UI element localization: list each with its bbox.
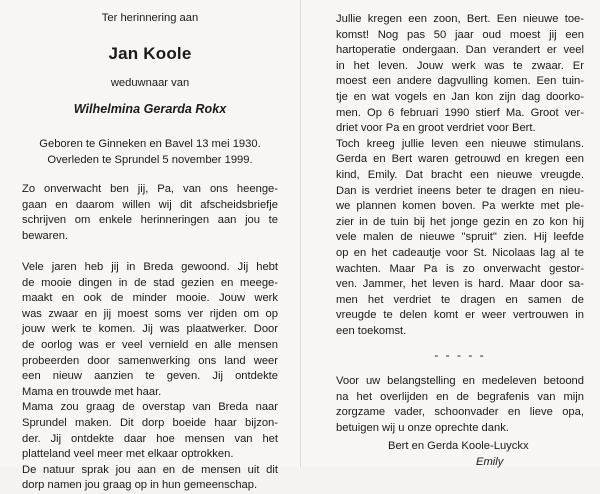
text-line: Toch kreeg jullie leven een nieuwe stimulans.	[336, 137, 584, 150]
widower-of-text: weduwnaar van	[110, 77, 190, 89]
text-line: men. Op 6 februari 1990 stierf Ma. Groot ver-	[336, 106, 584, 119]
text-line: een nieuw aanzien te geven. Jij ontdekte	[22, 370, 278, 383]
text-line: Mama zou graag de overstap van Breda naar	[22, 401, 278, 414]
death-line: Overleden te Sprundel 5 november 1999.	[47, 154, 253, 166]
intro-text: Ter herinnering aan	[101, 12, 199, 24]
text-line: Voor uw belangstelling en medeleven betoond	[336, 375, 584, 387]
text-line: na het overlijden en de begrafenis van mijn	[336, 390, 584, 403]
text-line: jouw werk te komen. Jij was plaatwerker. Door	[22, 323, 278, 336]
signature-grandchild: Emily	[476, 456, 504, 468]
right-body-text	[336, 12, 584, 339]
text-line: wachten. Maar Pa is zo onverwacht gestor-	[336, 262, 584, 275]
deceased-name: Jan Koole	[108, 44, 192, 63]
left-body-text	[22, 182, 278, 494]
text-line: hartoperatie ondergaan. Dan verandert er veel	[336, 44, 584, 57]
text-line: vreugde te delen komt er weer vertrouwen in	[336, 309, 584, 322]
right-panel	[336, 0, 584, 467]
text-line: tje en wat vogels en Jan kon zijn dag doorko-	[336, 90, 584, 103]
left-panel	[22, 0, 278, 492]
text-line: de oorlog was er veel vernield en alle mensen	[22, 338, 278, 351]
text-line: we plannen komen boven. Pa werkte met ple-	[336, 200, 584, 213]
signature-names: Bert en Gerda Koole-Luyckx	[388, 440, 529, 452]
text-line: der. Jij ontdekte daar hoe mensen van het	[22, 432, 278, 445]
spouse-name: Wilhelmina Gerarda Rokx	[73, 102, 227, 116]
right-paragraph-1	[336, 12, 584, 339]
text-line: Mama en trouwde met haar.	[22, 385, 162, 398]
text-line: vele malen de nieuwe "spruit" zien. Hij leefde	[336, 231, 584, 244]
text-line: in het leven. Jouw werk was te zwaar. Er	[336, 59, 584, 72]
text-line: platteland veel meer met elkaar optrokken.	[22, 448, 234, 461]
separator: - - - - -	[434, 348, 486, 362]
text-line: men het verdriet te dragen en samen de	[336, 293, 584, 306]
text-line: was zwaar en jij moest soms ver rijden om op	[22, 307, 278, 320]
signature-block	[388, 438, 529, 470]
text-line: maakt en ook de minder mooie. Jouw werk	[22, 292, 278, 305]
birth-death-block	[22, 136, 278, 168]
text-line: Gerda en Bert waren getrouwd en kregen een	[336, 153, 584, 166]
text-line: Jullie kregen een zoon, Bert. Een nieuwe toe-	[336, 13, 584, 25]
text-line: zier in de tuin bij het jonge gezin en zo kon hij	[336, 215, 584, 228]
text-line: komst! Nog pas 50 jaar oud moest jij een	[336, 28, 584, 41]
birth-line: Geboren te Ginneken en Bavel 13 mei 1930.	[39, 138, 261, 150]
left-paragraph-2	[22, 260, 278, 494]
text-line: Sprundel maken. Dit dorp boeide haar bijzon-	[22, 416, 278, 429]
text-line: zorgzame vader, schoonvader en lieve opa,	[336, 406, 584, 419]
text-line: ven. Jammer, het leven is hard. Maar door sa-	[336, 278, 584, 291]
text-line: De natuur sprak jou aan en de mensen uit dit	[22, 463, 278, 476]
text-line: bewaren.	[22, 229, 69, 242]
text-line: dorp namen jou graag op in hun gemeenschap.	[22, 479, 258, 492]
text-line: moest een andere dagvulling komen. Een tuin-	[336, 75, 584, 88]
text-line: op en het cadeautje voor St. Nicolaas lag al te	[336, 246, 584, 259]
text-line: de mooie dingen in de stad gezien en meege-	[22, 276, 278, 289]
text-line: Vele jaren heb jij in Breda gewoond. Jij hebt	[22, 260, 278, 273]
text-line: betuigen wij u onze oprechte dank.	[336, 421, 509, 434]
text-line: Zo onverwacht ben jij, Pa, van ons heenge-	[22, 183, 278, 195]
thanks-text	[336, 374, 584, 436]
left-paragraph-1	[22, 182, 278, 244]
text-line: driet voor Pa en groot verdriet voor Bert.	[336, 122, 536, 135]
text-line: gaan en daarom willen wij dit afscheidsbriefje	[22, 198, 278, 211]
text-line: probeerden door samenwerking ons land weer	[22, 354, 278, 367]
text-line: een toekomst.	[336, 324, 407, 337]
text-line: schrijven om enkele herinneringen aan jou te	[22, 214, 278, 227]
paragraph-gap	[22, 244, 278, 260]
text-line: Dan is verdriet ineens beter te dragen en nieu-	[336, 184, 584, 197]
text-line: kind, Emily. Dat bracht een nieuwe vreugde.	[336, 168, 584, 181]
fold-line	[300, 0, 301, 467]
